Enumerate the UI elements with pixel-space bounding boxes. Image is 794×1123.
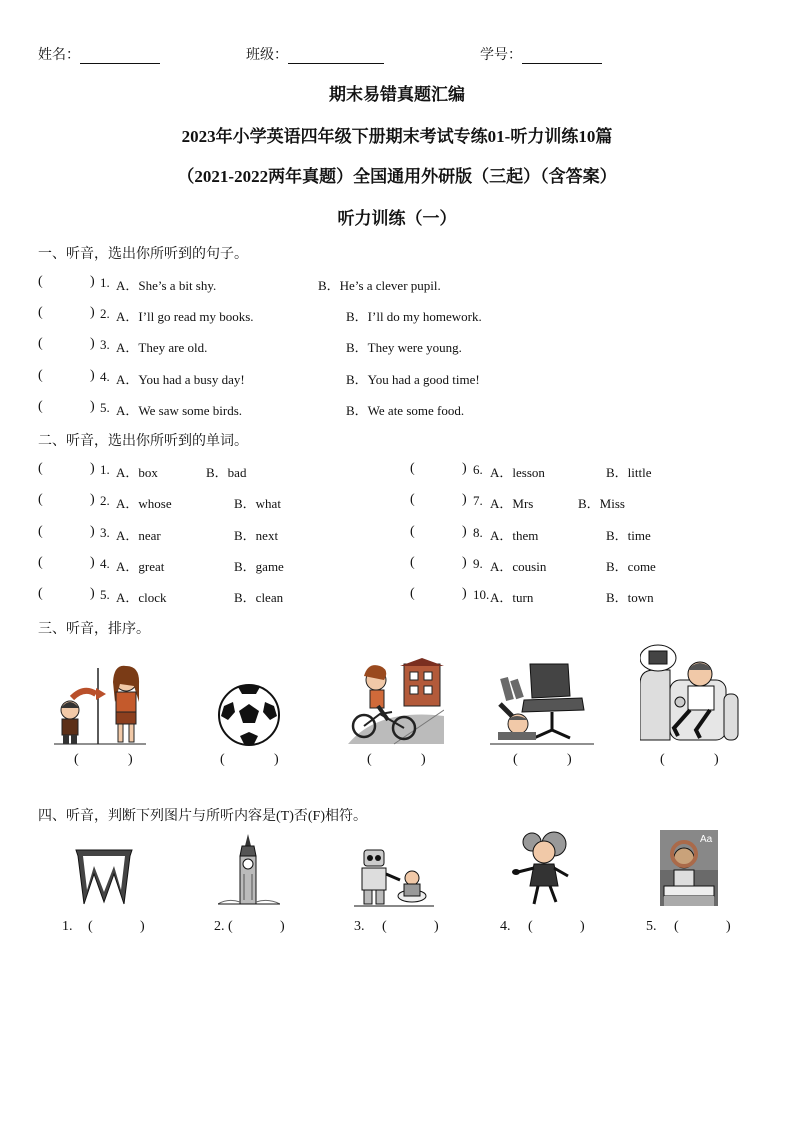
picture-robot [354,846,434,908]
option-a[interactable]: A．I’ll go read my books. [116,309,254,324]
option-a[interactable]: A．You had a busy day! [116,372,245,387]
answer-paren-close[interactable]: ) [462,461,467,476]
option-b[interactable]: B．I’ll do my homework. [346,309,482,324]
option-b[interactable]: B．Miss [578,496,625,511]
judge-paren-close[interactable]: ) [726,919,731,934]
answer-paren-open[interactable]: ( [38,274,43,289]
title-sub: 2023年小学英语四年级下册期末考试专练01-听力训练10篇 [181,127,613,146]
question-number: 2. [100,493,110,508]
option-b[interactable]: B．bad [206,465,247,480]
answer-paren-open[interactable]: ( [38,555,43,570]
question-number: 1. [100,275,110,290]
picture-man-watching-tv [640,644,740,744]
option-b[interactable]: B．clean [234,590,284,605]
answer-paren-close[interactable]: ) [90,336,95,351]
question-number: 3. [100,525,110,540]
id-blank[interactable] [522,49,602,64]
order-paren-close[interactable]: ) [128,752,133,767]
judge-paren-close[interactable]: ) [580,919,585,934]
option-b[interactable]: B．time [606,528,651,543]
question-number: 9. [473,556,483,571]
option-b[interactable]: B．You had a good time! [346,372,480,387]
picture-boy-fallen-chair [490,660,594,748]
judge-paren-open[interactable]: ( [228,919,233,934]
question-number: 4. [100,556,110,571]
answer-paren-open[interactable]: ( [38,586,43,601]
name-field[interactable] [38,44,160,64]
answer-paren-close[interactable]: ) [90,524,95,539]
answer-paren-open[interactable]: ( [410,524,415,539]
option-a[interactable]: A．lesson [490,465,545,480]
title-main: 期末易错真题汇编 [329,85,465,104]
answer-paren-open[interactable]: ( [410,586,415,601]
svg-text:Aa: Aa [700,834,713,845]
answer-paren-close[interactable]: ) [90,586,95,601]
answer-paren-open[interactable]: ( [410,461,415,476]
section-2-heading: 二、听音，选出你所听到的单词。 [38,434,248,449]
answer-paren-open[interactable]: ( [38,305,43,320]
judge-number: 2. [214,919,225,934]
answer-paren-open[interactable]: ( [410,492,415,507]
option-a[interactable]: A．cousin [490,559,547,574]
answer-paren-open[interactable]: ( [38,492,43,507]
answer-paren-close[interactable]: ) [462,524,467,539]
answer-paren-open[interactable]: ( [38,336,43,351]
question-number: 3. [100,337,110,352]
question-number: 10. [473,587,490,602]
option-a[interactable]: A．whose [116,496,172,511]
option-a[interactable]: A．near [116,528,161,543]
option-b[interactable]: B．next [234,528,279,543]
answer-paren-open[interactable]: ( [38,461,43,476]
option-b[interactable]: B．town [606,590,654,605]
option-b[interactable]: B．what [234,496,281,511]
picture-girl-riding-bike [348,658,444,746]
question-number: 2. [100,306,110,321]
judge-paren-close[interactable]: ) [434,919,439,934]
picture-tall-girl-short-boy [50,660,150,748]
picture-girl-dancing [506,830,576,908]
order-paren-close[interactable]: ) [421,752,426,767]
section-3-heading: 三、听音，排序。 [38,622,150,637]
judge-number: 5. [646,919,657,934]
answer-paren-open[interactable]: ( [38,524,43,539]
option-a[interactable]: A．Mrs [490,496,534,511]
question-number: 5. [100,400,110,415]
answer-paren-close[interactable]: ) [462,555,467,570]
class-field[interactable] [246,44,384,64]
answer-paren-close[interactable]: ) [90,399,95,414]
title-edition: （2021-2022两年真题）全国通用外研版（三起）（含答案） [177,167,617,186]
answer-paren-open[interactable]: ( [410,555,415,570]
section-4-heading: 四、听音，判断下列图片与所听内容是(T)否(F)相符。 [38,809,367,824]
picture-football [216,682,282,748]
answer-paren-open[interactable]: ( [38,368,43,383]
option-b[interactable]: B．He’s a clever pupil. [318,278,441,293]
picture-teacher-blackboard [660,830,718,906]
order-paren-close[interactable]: ) [567,752,572,767]
answer-paren-close[interactable]: ) [90,492,95,507]
order-paren-close[interactable]: ) [714,752,719,767]
judge-number: 3. [354,919,365,934]
question-number: 1. [100,462,110,477]
id-field[interactable] [480,44,602,64]
id-label: 学号： [480,48,522,63]
title-training: 听力训练（一） [337,209,457,228]
answer-paren-close[interactable]: ) [90,305,95,320]
option-a[interactable]: A．She’s a bit shy. [116,278,217,293]
picture-w-letter [74,846,134,906]
order-paren-close[interactable]: ) [274,752,279,767]
option-b[interactable]: B．game [234,559,284,574]
option-b[interactable]: B．We ate some food. [346,403,465,418]
judge-number: 4. [500,919,511,934]
picture-big-ben-clock [218,834,280,906]
answer-paren-close[interactable]: ) [90,555,95,570]
option-a[interactable]: A．them [490,528,539,543]
option-a[interactable]: A．We saw some birds. [116,403,243,418]
name-blank[interactable] [80,49,160,64]
option-b[interactable]: B．little [606,465,652,480]
answer-paren-close[interactable]: ) [90,368,95,383]
question-number: 6. [473,462,483,477]
name-label: 姓名： [38,48,80,63]
order-paren-open[interactable]: ( [74,752,79,767]
judge-number: 1. [62,919,73,934]
judge-paren-open[interactable]: ( [528,919,533,934]
question-number: 7. [473,493,483,508]
answer-paren-close[interactable]: ) [462,492,467,507]
answer-paren-close[interactable]: ) [90,461,95,476]
judge-paren-open[interactable]: ( [88,919,93,934]
order-paren-open[interactable]: ( [513,752,518,767]
question-number: 5. [100,587,110,602]
option-b[interactable]: B．They were young. [346,340,462,355]
judge-paren-open[interactable]: ( [674,919,679,934]
order-paren-open[interactable]: ( [220,752,225,767]
section-1-heading: 一、听音，选出你所听到的句子。 [38,247,248,262]
option-a[interactable]: A．box [116,465,158,480]
answer-paren-close[interactable]: ) [462,586,467,601]
option-b[interactable]: B．come [606,559,656,574]
judge-paren-close[interactable]: ) [280,919,285,934]
class-label: 班级： [246,48,288,63]
option-a[interactable]: A．clock [116,590,167,605]
question-number: 4. [100,369,110,384]
order-paren-open[interactable]: ( [660,752,665,767]
class-blank[interactable] [288,49,384,64]
option-a[interactable]: A．turn [490,590,534,605]
judge-paren-open[interactable]: ( [382,919,387,934]
question-number: 8. [473,525,483,540]
answer-paren-close[interactable]: ) [90,274,95,289]
order-paren-open[interactable]: ( [367,752,372,767]
judge-paren-close[interactable]: ) [140,919,145,934]
option-a[interactable]: A．They are old. [116,340,208,355]
answer-paren-open[interactable]: ( [38,399,43,414]
option-a[interactable]: A．great [116,559,165,574]
